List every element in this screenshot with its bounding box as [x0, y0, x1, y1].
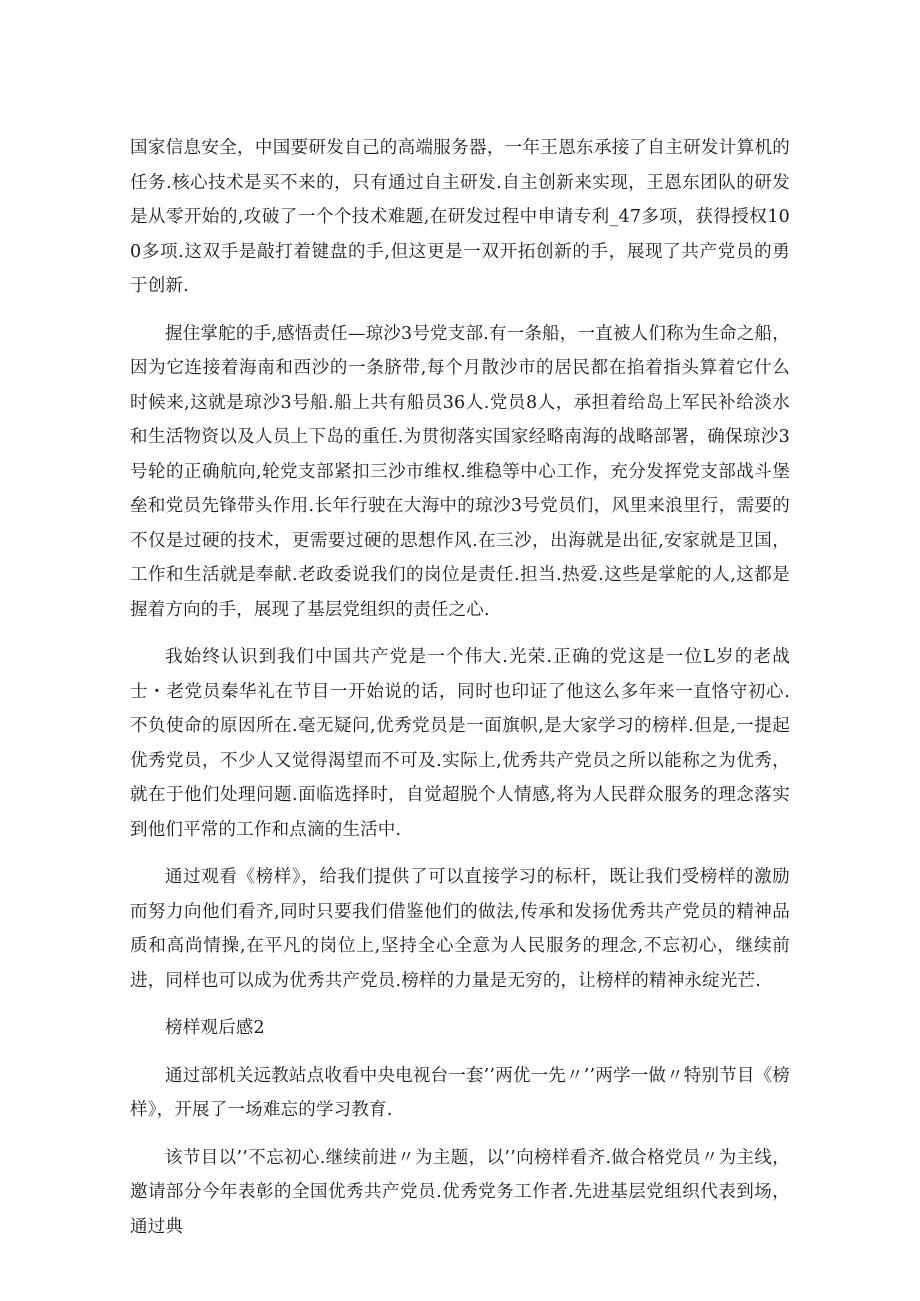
section-heading: 榜样观后感2 [165, 1018, 265, 1038]
paragraph-qin-huali: 我始终认识到我们中国共产党是一个伟大.光荣.正确的党这是一位L岁的老战士・老党员秦华礼在节目一开始说的话，同时也印证了他这么多年来一直恪守初心.不负使命的原因所在.毫无疑问,优秀党员是一面旗帜,是大家学习的榜样.但是,一提起优秀党员，不少人又觉得渴望而不可及.实际上,优秀共产党员之所以能称之为优秀，就在于他们处理问题.面临选择时，自觉超脱个人情感,将为人民群众服务的理念落实到他们平常的工作和点滴的生活中. [130, 647, 790, 840]
paragraph-conclusion: 通过观看《榜样》，给我们提供了可以直接学习的标杆，既让我们受榜样的激励而努力向他们看齐,同时只要我们借鉴他们的做法,传承和发扬优秀共产党员的精神品质和高尚情操,在平凡的岗位上,坚持全心全意为人民服务的理念,不忘初心，继续前进，同样也可以成为优秀共产党员.榜样的力量是无穷的，让榜样的精神永绽光芒. [130, 867, 790, 991]
paragraph-wang-endong: 国家信息安全，中国要研发自己的高端服务器，一年王恩东承接了自主研发计算机的任务.核心技术是买不来的，只有通过自主研发.自主创新来实现，王恩东团队的研发是从零开始的,攻破了一个个技术难题,在研发过程中申请专利_47多项，获得授权100多项.这双手是敲打着键盘的手,但这更是一双开拓创新的手，展现了共产党员的勇于创新. [130, 138, 790, 296]
paragraph-viewing-intro: 通过部机关远教站点收看中央电视台一套’’两优一先〃’’两学一做〃特别节目《榜样》，开展了一场难忘的学习教育. [130, 1065, 790, 1120]
paragraph-qiongsha-3: 握住掌舵的手,感悟责任—琼沙3号党支部.有一条船，一直被人们称为生命之船，因为它连接着海南和西沙的一条脐带,每个月散沙市的居民都在掐着指头算着它什么时候来,这就是琼沙3号船.船上共有船员36人.党员8人，承担着给岛上军民补给淡水和生活物资以及人员上下岛的重任.为贯彻落实国家经略南海的战略部署，确保琼沙3号轮的正确航向,轮党支部紧扣三沙市维权.维稳等中心工作，充分发挥党支部战斗堡垒和党员先锋带头作用.长年行驶在大海中的琼沙3号党员们，风里来浪里行，需要的不仅是过硬的技术，更需要过硬的思想作风.在三沙，出海就是出征,安家就是卫国，工作和生活就是奉献.老政委说我们的岗位是责任.担当.热爱.这些是掌舵的人,这都是握着方向的手，展现了基层党组织的责任之心. [130, 323, 790, 620]
paragraph-program-theme: 该节目以’’不忘初心.继续前进〃为主题，以’’向榜样看齐.做合格党员〃为主线，邀请部分今年表彰的全国优秀共产党员.优秀党务工作者.先进基层党组织代表到场，通过典 [130, 1147, 790, 1237]
document-page [130, 131, 790, 1257]
